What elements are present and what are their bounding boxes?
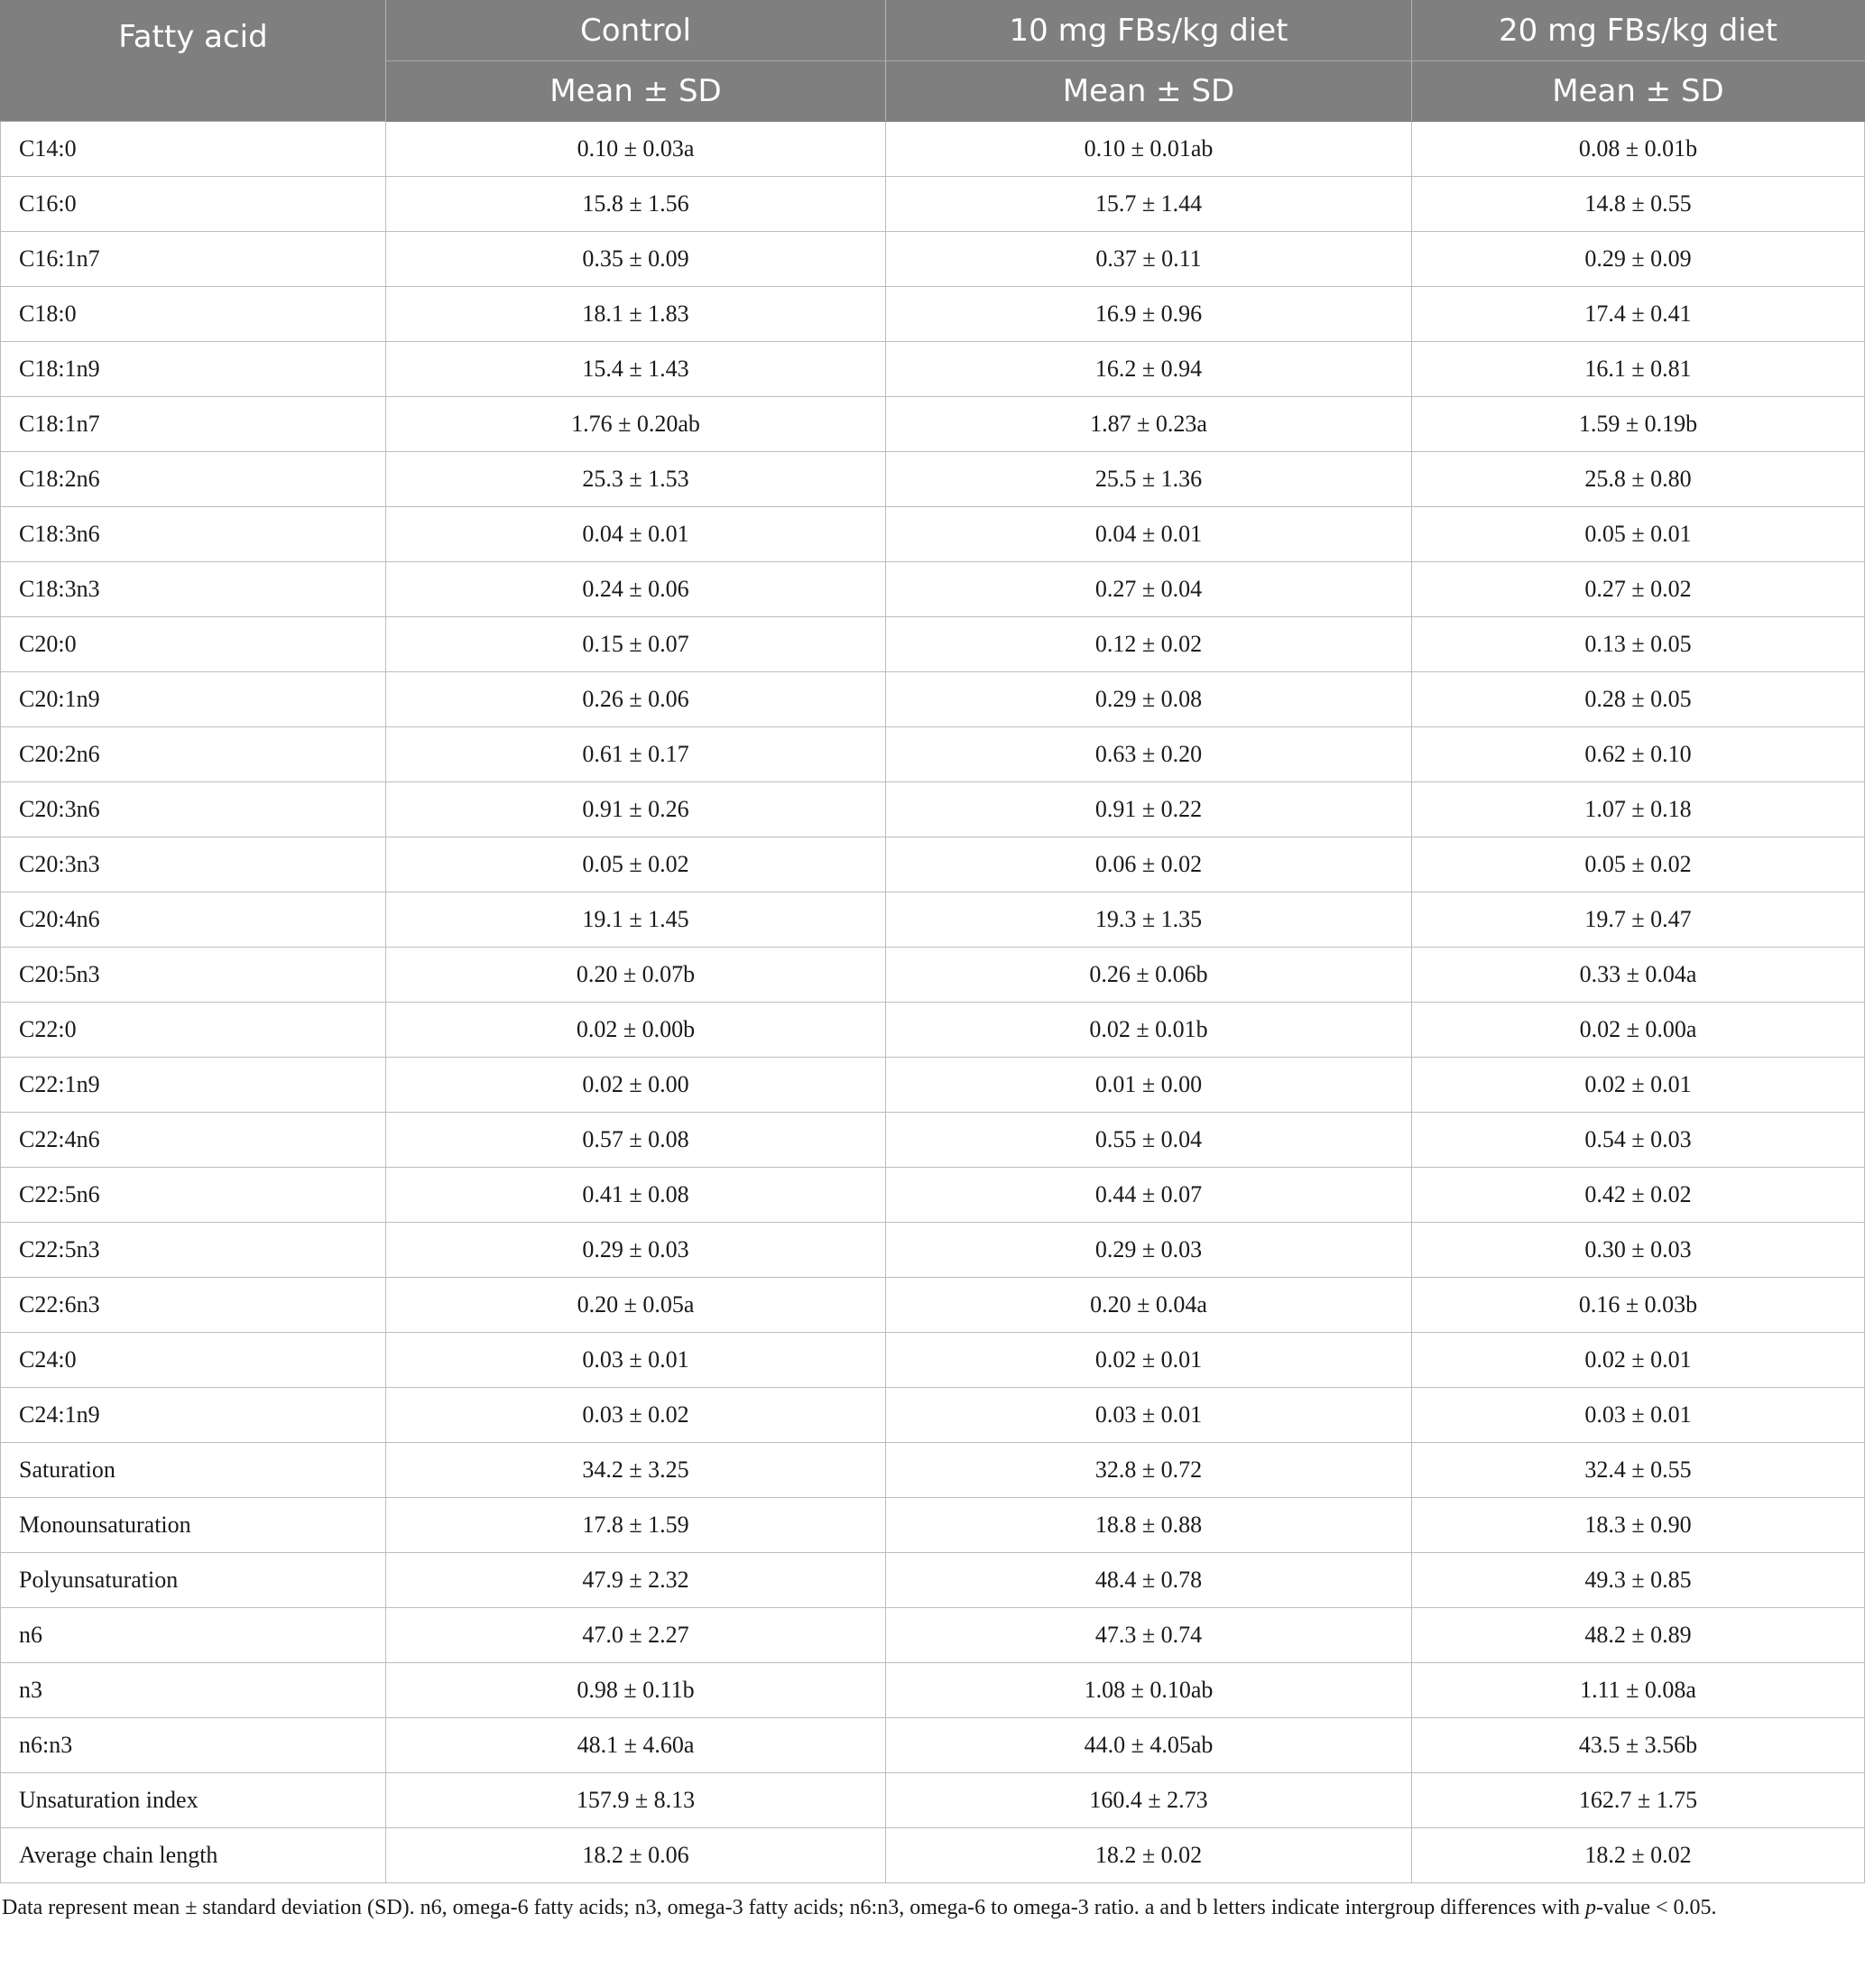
fb20-value-cell: 18.3 ± 0.90	[1412, 1498, 1865, 1553]
fatty-acid-name-cell: C22:1n9	[1, 1058, 386, 1113]
control-value-cell: 0.61 ± 0.17	[386, 727, 886, 782]
fb10-value-cell: 16.9 ± 0.96	[886, 287, 1412, 342]
table-row	[1, 1663, 1865, 1718]
fb20-value-cell: 0.13 ± 0.05	[1412, 617, 1865, 672]
fb10-value-cell: 0.04 ± 0.01	[886, 507, 1412, 562]
fatty-acid-name-cell: Polyunsaturation	[1, 1553, 386, 1608]
fb20-value-cell: 0.05 ± 0.01	[1412, 507, 1865, 562]
table-row	[1, 397, 1865, 452]
fb10-value-cell: 19.3 ± 1.35	[886, 892, 1412, 948]
fatty-acid-name-cell: C24:1n9	[1, 1388, 386, 1443]
table-row	[1, 782, 1865, 837]
fatty-acid-name-cell: C18:3n3	[1, 562, 386, 617]
fb20-value-cell: 19.7 ± 0.47	[1412, 892, 1865, 948]
fb20-value-cell: 0.29 ± 0.09	[1412, 232, 1865, 287]
fb20-value-cell: 1.11 ± 0.08a	[1412, 1663, 1865, 1718]
fb10-value-cell: 32.8 ± 0.72	[886, 1443, 1412, 1498]
header-group-control: Control	[386, 1, 886, 61]
fatty-acid-name-cell: C24:0	[1, 1333, 386, 1388]
fatty-acid-name-cell: C18:3n6	[1, 507, 386, 562]
fatty-acid-name-cell: C20:3n3	[1, 837, 386, 892]
control-value-cell: 47.0 ± 2.27	[386, 1608, 886, 1663]
fatty-acid-name-cell: C22:0	[1, 1003, 386, 1058]
fatty-acid-name-cell: C18:0	[1, 287, 386, 342]
table-row	[1, 672, 1865, 727]
table-row	[1, 1058, 1865, 1113]
fatty-acid-name-cell: C20:0	[1, 617, 386, 672]
table-row	[1, 948, 1865, 1003]
fb20-value-cell: 0.05 ± 0.02	[1412, 837, 1865, 892]
control-value-cell: 47.9 ± 2.32	[386, 1553, 886, 1608]
fb20-value-cell: 1.59 ± 0.19b	[1412, 397, 1865, 452]
control-value-cell: 0.05 ± 0.02	[386, 837, 886, 892]
control-value-cell: 18.2 ± 0.06	[386, 1828, 886, 1883]
fatty-acid-name-cell: C18:1n7	[1, 397, 386, 452]
table-row	[1, 122, 1865, 177]
header-fatty-acid: Fatty acid	[1, 1, 386, 122]
control-value-cell: 0.35 ± 0.09	[386, 232, 886, 287]
header-row-groups	[1, 1, 1865, 61]
control-value-cell: 0.26 ± 0.06	[386, 672, 886, 727]
table-row	[1, 562, 1865, 617]
fb10-value-cell: 1.08 ± 0.10ab	[886, 1663, 1412, 1718]
control-value-cell: 0.02 ± 0.00	[386, 1058, 886, 1113]
fb10-value-cell: 0.37 ± 0.11	[886, 232, 1412, 287]
table-header	[1, 1, 1865, 122]
control-value-cell: 0.91 ± 0.26	[386, 782, 886, 837]
fb20-value-cell: 0.02 ± 0.01	[1412, 1333, 1865, 1388]
table-row	[1, 1223, 1865, 1278]
fb20-value-cell: 1.07 ± 0.18	[1412, 782, 1865, 837]
fatty-acid-name-cell: C22:5n3	[1, 1223, 386, 1278]
table-row	[1, 232, 1865, 287]
table-row	[1, 1773, 1865, 1828]
fb10-value-cell: 1.87 ± 0.23a	[886, 397, 1412, 452]
fb10-value-cell: 0.02 ± 0.01	[886, 1333, 1412, 1388]
fb20-value-cell: 0.30 ± 0.03	[1412, 1223, 1865, 1278]
table-row	[1, 1003, 1865, 1058]
control-value-cell: 15.4 ± 1.43	[386, 342, 886, 397]
fb10-value-cell: 0.20 ± 0.04a	[886, 1278, 1412, 1333]
fb20-value-cell: 17.4 ± 0.41	[1412, 287, 1865, 342]
table-row	[1, 507, 1865, 562]
header-group-10mg: 10 mg FBs/kg diet	[886, 1, 1412, 61]
control-value-cell: 0.24 ± 0.06	[386, 562, 886, 617]
control-value-cell: 0.03 ± 0.01	[386, 1333, 886, 1388]
fb20-value-cell: 16.1 ± 0.81	[1412, 342, 1865, 397]
fb20-value-cell: 0.62 ± 0.10	[1412, 727, 1865, 782]
fatty-acid-name-cell: Average chain length	[1, 1828, 386, 1883]
fb10-value-cell: 0.26 ± 0.06b	[886, 948, 1412, 1003]
fatty-acid-name-cell: C22:4n6	[1, 1113, 386, 1168]
fatty-acid-name-cell: C20:1n9	[1, 672, 386, 727]
control-value-cell: 34.2 ± 3.25	[386, 1443, 886, 1498]
table-row	[1, 837, 1865, 892]
fb10-value-cell: 18.8 ± 0.88	[886, 1498, 1412, 1553]
control-value-cell: 1.76 ± 0.20ab	[386, 397, 886, 452]
fatty-acid-name-cell: C14:0	[1, 122, 386, 177]
control-value-cell: 0.20 ± 0.05a	[386, 1278, 886, 1333]
fb20-value-cell: 0.28 ± 0.05	[1412, 672, 1865, 727]
control-value-cell: 0.29 ± 0.03	[386, 1223, 886, 1278]
header-group-20mg: 20 mg FBs/kg diet	[1412, 1, 1865, 61]
fb10-value-cell: 0.06 ± 0.02	[886, 837, 1412, 892]
footnote-text-before: Data represent mean ± standard deviation (SD). n6, omega-6 fatty acids; n3, omega-3 fatty acids; n6:n3, omega-6 to omega-3 ratio. a and b letters indicate intergroup differences with	[2, 1896, 1586, 1919]
table-row	[1, 177, 1865, 232]
fatty-acid-name-cell: C20:5n3	[1, 948, 386, 1003]
table-row	[1, 1718, 1865, 1773]
fatty-acid-name-cell: n6:n3	[1, 1718, 386, 1773]
fb20-value-cell: 0.33 ± 0.04a	[1412, 948, 1865, 1003]
footnote-italic-p: p	[1585, 1896, 1597, 1919]
control-value-cell: 0.41 ± 0.08	[386, 1168, 886, 1223]
control-value-cell: 15.8 ± 1.56	[386, 177, 886, 232]
control-value-cell: 0.03 ± 0.02	[386, 1388, 886, 1443]
fb10-value-cell: 0.29 ± 0.03	[886, 1223, 1412, 1278]
fatty-acid-name-cell: C20:2n6	[1, 727, 386, 782]
fatty-acid-name-cell: Unsaturation index	[1, 1773, 386, 1828]
fb20-value-cell: 162.7 ± 1.75	[1412, 1773, 1865, 1828]
fb10-value-cell: 0.63 ± 0.20	[886, 727, 1412, 782]
fatty-acid-name-cell: C18:1n9	[1, 342, 386, 397]
fb10-value-cell: 0.44 ± 0.07	[886, 1168, 1412, 1223]
fb10-value-cell: 47.3 ± 0.74	[886, 1608, 1412, 1663]
fatty-acid-name-cell: C20:3n6	[1, 782, 386, 837]
table-row	[1, 1443, 1865, 1498]
control-value-cell: 0.04 ± 0.01	[386, 507, 886, 562]
fb20-value-cell: 18.2 ± 0.02	[1412, 1828, 1865, 1883]
table-row	[1, 452, 1865, 507]
fb10-value-cell: 0.02 ± 0.01b	[886, 1003, 1412, 1058]
fb10-value-cell: 160.4 ± 2.73	[886, 1773, 1412, 1828]
fb10-value-cell: 15.7 ± 1.44	[886, 177, 1412, 232]
table-footnote	[0, 1892, 1865, 1923]
fatty-acid-name-cell: n3	[1, 1663, 386, 1718]
fb20-value-cell: 32.4 ± 0.55	[1412, 1443, 1865, 1498]
control-value-cell: 0.98 ± 0.11b	[386, 1663, 886, 1718]
table-row	[1, 1388, 1865, 1443]
fatty-acid-name-cell: n6	[1, 1608, 386, 1663]
table-row	[1, 287, 1865, 342]
fb10-value-cell: 0.29 ± 0.08	[886, 672, 1412, 727]
table-row	[1, 1278, 1865, 1333]
fb10-value-cell: 0.10 ± 0.01ab	[886, 122, 1412, 177]
fb20-value-cell: 48.2 ± 0.89	[1412, 1608, 1865, 1663]
fb10-value-cell: 0.27 ± 0.04	[886, 562, 1412, 617]
table-row	[1, 1828, 1865, 1883]
fatty-acid-name-cell: C16:1n7	[1, 232, 386, 287]
control-value-cell: 18.1 ± 1.83	[386, 287, 886, 342]
fb10-value-cell: 0.03 ± 0.01	[886, 1388, 1412, 1443]
fb20-value-cell: 0.02 ± 0.01	[1412, 1058, 1865, 1113]
table-row	[1, 1168, 1865, 1223]
table-row	[1, 1553, 1865, 1608]
fb20-value-cell: 0.16 ± 0.03b	[1412, 1278, 1865, 1333]
fb10-value-cell: 44.0 ± 4.05ab	[886, 1718, 1412, 1773]
fb10-value-cell: 0.55 ± 0.04	[886, 1113, 1412, 1168]
control-value-cell: 0.15 ± 0.07	[386, 617, 886, 672]
fatty-acid-name-cell: C16:0	[1, 177, 386, 232]
fb10-value-cell: 0.12 ± 0.02	[886, 617, 1412, 672]
table-row	[1, 342, 1865, 397]
fb10-value-cell: 0.91 ± 0.22	[886, 782, 1412, 837]
fb20-value-cell: 43.5 ± 3.56b	[1412, 1718, 1865, 1773]
fb20-value-cell: 0.02 ± 0.00a	[1412, 1003, 1865, 1058]
fb10-value-cell: 25.5 ± 1.36	[886, 452, 1412, 507]
fatty-acid-name-cell: C18:2n6	[1, 452, 386, 507]
fb10-value-cell: 0.01 ± 0.00	[886, 1058, 1412, 1113]
table-row	[1, 1608, 1865, 1663]
table-row	[1, 1333, 1865, 1388]
fatty-acid-name-cell: Monounsaturation	[1, 1498, 386, 1553]
control-value-cell: 48.1 ± 4.60a	[386, 1718, 886, 1773]
fb20-value-cell: 0.42 ± 0.02	[1412, 1168, 1865, 1223]
footnote-text-after: -value < 0.05.	[1596, 1896, 1717, 1919]
table-row	[1, 892, 1865, 948]
fb20-value-cell: 0.27 ± 0.02	[1412, 562, 1865, 617]
fb10-value-cell: 18.2 ± 0.02	[886, 1828, 1412, 1883]
fb20-value-cell: 0.08 ± 0.01b	[1412, 122, 1865, 177]
control-value-cell: 157.9 ± 8.13	[386, 1773, 886, 1828]
control-value-cell: 25.3 ± 1.53	[386, 452, 886, 507]
fb20-value-cell: 0.03 ± 0.01	[1412, 1388, 1865, 1443]
control-value-cell: 0.57 ± 0.08	[386, 1113, 886, 1168]
control-value-cell: 0.20 ± 0.07b	[386, 948, 886, 1003]
header-stat-control: Mean ± SD	[386, 61, 886, 122]
fb20-value-cell: 25.8 ± 0.80	[1412, 452, 1865, 507]
fb20-value-cell: 49.3 ± 0.85	[1412, 1553, 1865, 1608]
fatty-acid-name-cell: C22:6n3	[1, 1278, 386, 1333]
fb10-value-cell: 48.4 ± 0.78	[886, 1553, 1412, 1608]
fatty-acid-name-cell: C22:5n6	[1, 1168, 386, 1223]
fb20-value-cell: 14.8 ± 0.55	[1412, 177, 1865, 232]
table-row	[1, 1113, 1865, 1168]
fatty-acid-name-cell: C20:4n6	[1, 892, 386, 948]
header-stat-10mg: Mean ± SD	[886, 61, 1412, 122]
table-row	[1, 1498, 1865, 1553]
header-stat-20mg: Mean ± SD	[1412, 61, 1865, 122]
control-value-cell: 17.8 ± 1.59	[386, 1498, 886, 1553]
table-row	[1, 617, 1865, 672]
fb20-value-cell: 0.54 ± 0.03	[1412, 1113, 1865, 1168]
table-row	[1, 727, 1865, 782]
fb10-value-cell: 16.2 ± 0.94	[886, 342, 1412, 397]
control-value-cell: 0.10 ± 0.03a	[386, 122, 886, 177]
control-value-cell: 19.1 ± 1.45	[386, 892, 886, 948]
control-value-cell: 0.02 ± 0.00b	[386, 1003, 886, 1058]
fatty-acid-name-cell: Saturation	[1, 1443, 386, 1498]
table-body	[1, 122, 1865, 1883]
